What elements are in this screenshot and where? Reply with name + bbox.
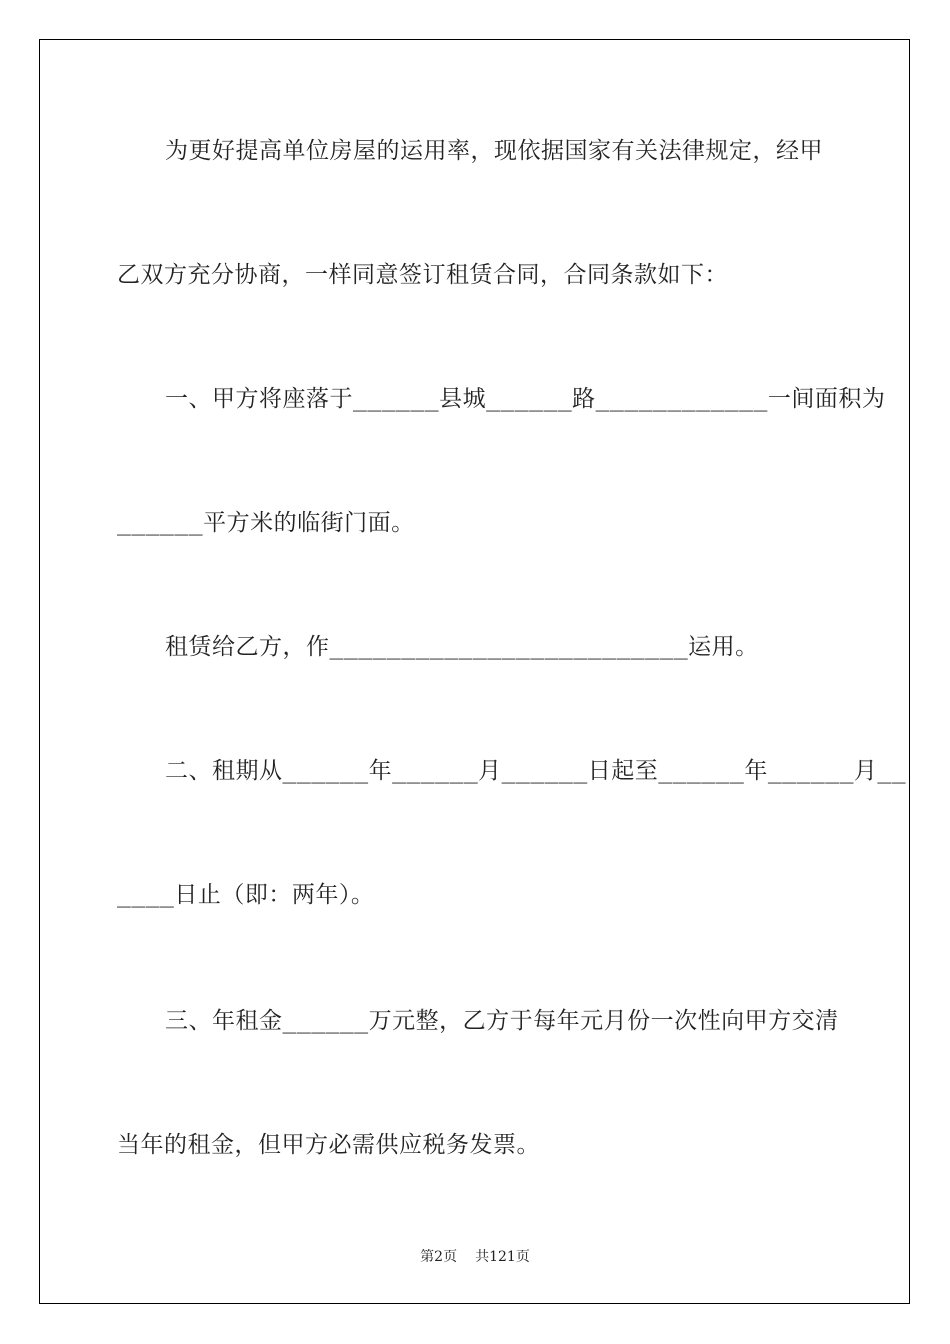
- clause-1-line-1: 一、甲方将座落于______县城______路____________一间面积为: [165, 386, 886, 412]
- page-total: 共121页: [475, 1249, 530, 1265]
- clause-3-line-1: 三、年租金______万元整，乙方于每年元月份一次性向甲方交清: [165, 1008, 839, 1034]
- clause-3-line-2: 当年的租金，但甲方必需供应税务发票。: [117, 1132, 540, 1158]
- page-footer: [0, 1247, 950, 1267]
- clause-2-line-1: 二、租期从______年______月______日起至______年______月__: [165, 758, 907, 784]
- clause-1-line-3: 租赁给乙方，作_________________________运用。: [165, 634, 759, 660]
- clause-1-line-2: ______平方米的临街门面。: [117, 510, 415, 536]
- paragraph-line-1: 为更好提高单位房屋的运用率，现依据国家有关法律规定，经甲: [165, 138, 823, 164]
- clause-2-line-2: ____日止（即：两年）。: [117, 882, 375, 908]
- page-border: [39, 39, 910, 1304]
- paragraph-line-2: 乙双方充分协商，一样同意签订租赁合同，合同条款如下：: [117, 262, 728, 288]
- page-number: 第2页: [420, 1249, 458, 1265]
